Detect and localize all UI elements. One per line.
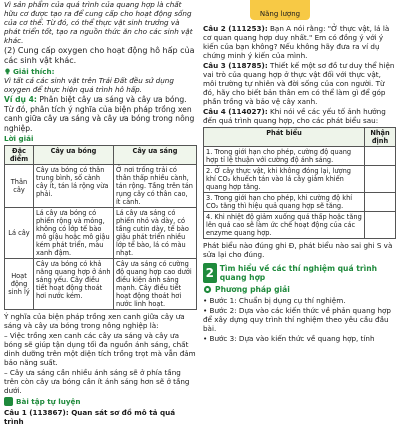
table-row [204,212,396,239]
q4-label: Câu 4 (114027): [203,107,268,116]
question-3 [203,61,396,106]
meaning-point-1: – Việc trồng xen canh các cây ưa sáng và cây ưa bóng sẽ giúp tận dụng tối đa nguồn ánh sáng, chất dinh dưỡng trên một diện tích trồng trọt mà vẫn đảm bảo năng suất. [4,331,196,367]
example-4 [4,95,197,133]
hint-text: Vì tất cả các sinh vật trên Trái Đất đều sử dụng oxygen để thực hiện quá trình hô hấp. [4,76,174,94]
table-row [204,193,396,212]
table-row [204,147,396,166]
table-header-row [204,128,396,147]
answer-cell[interactable] [365,166,396,193]
statement-cell: 4. Khi nhiệt độ giảm xuống quá thấp hoặc tăng lên quá cao sẽ làm ức chế hoạt động của các enzyme quang hợp. [204,212,365,239]
table-cell: Cây ưa bóng có thân trung bình, số cành cây ít, tán lá rộng vừa phải. [34,165,114,208]
question-1: Câu 1 (113867): Quan sát sơ đồ mô tả quá trình [4,408,176,426]
step-2: • Bước 2: Dựa vào các kiến thức về phản quang hợp để xây dựng quy trình thí nghiệm theo yêu cầu đầu bài. [203,306,391,333]
practice-label: Bài tập tự luyện [16,397,81,406]
meaning-intro: Ý nghĩa của biện pháp trồng xen canh giữa cây ưa sáng và cây ưa bóng trong nông nghiệp là: [4,312,185,330]
example-label: Ví dụ 4: [4,95,37,104]
table-cell: Lá cây ưa sáng có phiến nhỏ và dày, có tầng cutin dày, tế bào giậu phát triển nhiều lớp tế bào, lá có màu nhạt. [113,208,196,259]
example-text: Phân biệt cây ưa sáng và cây ưa bóng. Từ đó, phân tích ý nghĩa của biện pháp trồng xen canh giữa cây ưa sáng và cây ưa bóng trong nông nghiệp. [4,95,195,133]
exercise-icon [4,397,13,406]
question-2 [203,24,396,60]
table-cell: Lá cây [5,208,34,259]
table-row [5,259,197,310]
table-cell: Lá cây ưa bóng có phiến rộng và mỏng, không có lớp tế bào mô giậu hoặc mô giậu kém phát triển, màu xanh đậm. [34,208,114,259]
section-2-heading [203,263,396,283]
right-column [203,24,396,344]
table-header: Cây ưa bóng [34,146,114,165]
table-cell: Cây ưa bóng có khả năng quang hợp ở ánh sáng yếu. Cây điều tiết hoạt động thoát hơi nước kém. [34,259,114,310]
q3-label: Câu 3 (118785): [203,61,268,70]
table-header: Nhận định [365,128,396,147]
meaning-point-2: – Cây ưa sáng cần nhiều ánh sáng sẽ ở phía tầng trên còn cây ưa bóng cần ít ánh sáng hơn sẽ ở tầng dưới. [4,368,190,395]
lightbulb-icon [4,68,11,75]
intro-text: Vì sản phẩm của quá trình của quang hợp là chất hữu cơ được tạo ra để cung cấp cho hoạt động sống của cơ thể. Từ đó, có thể thực vật sinh trưởng và phát triển tốt, tạo ra nguồn thức ăn cho các sinh vật khác. [4,0,193,45]
comparison-table [4,145,197,310]
practice-heading [4,397,197,406]
table-row [204,166,396,193]
question-4 [203,107,396,125]
q3-text: Thiết kế một sơ đồ tư duy thể hiện vai trò của quang hợp ở thực vật đối với thực vật, môi trường tự nhiên và đời sống của con người. Từ đó, hãy cho biết bản thân em có thể làm gì để góp phần trồng và bảo vệ cây xanh. [203,61,395,106]
step-1: • Bước 1: Chuẩn bị dụng cụ thí nghiệm. [203,296,346,305]
answer-cell[interactable] [365,212,396,239]
statements-table [203,127,396,239]
table-header-row [5,146,197,165]
instruction-note: Phát biểu nào đúng ghi Đ, phát biểu nào sai ghi S và sửa lại cho đúng. [203,241,393,259]
statement-cell: 3. Trong giới hạn cho phép, khi cường độ khí CO₂ tăng thì hiệu quả quang hợp sẽ tăng. [204,193,365,212]
table-cell: Thân cây [5,165,34,208]
table-row [5,208,197,259]
statement-cell: 1. Trong giới hạn cho phép, cường độ quang hợp tỉ lệ thuận với cường độ ánh sáng. [204,147,365,166]
hint-label: Giải thích: [13,67,55,76]
answer-cell[interactable] [365,193,396,212]
gear-icon [203,285,212,294]
table-cell: Ở nơi trống trải có thân thấp nhiều cành, tán rộng. Tầng trên tán rụng cây có thân cao, ít cành. [113,165,196,208]
left-column [0,0,197,427]
step-3: • Bước 3: Dựa vào kiến thức về quang hợp, tính [203,334,375,343]
table-row [5,165,197,208]
answer-cell[interactable] [365,147,396,166]
energy-badge [250,0,310,20]
method-label: Phương pháp giải [215,285,290,294]
hint-heading [4,67,197,76]
method-heading [203,285,396,294]
section-title: Tìm hiểu về các thí nghiệm quá trình quang hợp [219,264,378,282]
answer-label: Lời giải [4,134,34,143]
table-header: Cây ưa sáng [113,146,196,165]
table-header: Đặc điểm [5,146,34,165]
q2-text: Bạn A nói rằng: "Ở thực vật, lá là cơ quan quang hợp duy nhất." Em có đồng ý với ý kiến của bạn không? Nếu không hãy đưa ra ví dụ chứng minh ý kiến của mình. [203,24,390,60]
q2-label: Câu 2 (111253): [203,24,268,33]
table-cell: Hoạt động sinh lý [5,259,34,310]
point-2: (2) Cung cấp oxygen cho hoạt động hô hấp của các sinh vật khác. [4,46,195,65]
table-cell: Cây ưa sáng có cường độ quang hợp cao dưới điều kiện ánh sáng mạnh. Cây điều tiết hoạt động thoát hơi nước linh hoạt. [113,259,196,310]
badge-label: Năng lượng [259,10,301,18]
q4-text: Khi nói về các yếu tố ảnh hưởng đến quá trình quang hợp, cho các phát biểu sau: [203,107,386,125]
table-header: Phát biểu [204,128,365,147]
statement-cell: 2. Ở cây thực vật, khi không đóng lại, lượng khí CO₂ khuếch tán vào lá cây giảm khiến quang hợp tăng. [204,166,365,193]
section-number: 2 [203,263,217,283]
